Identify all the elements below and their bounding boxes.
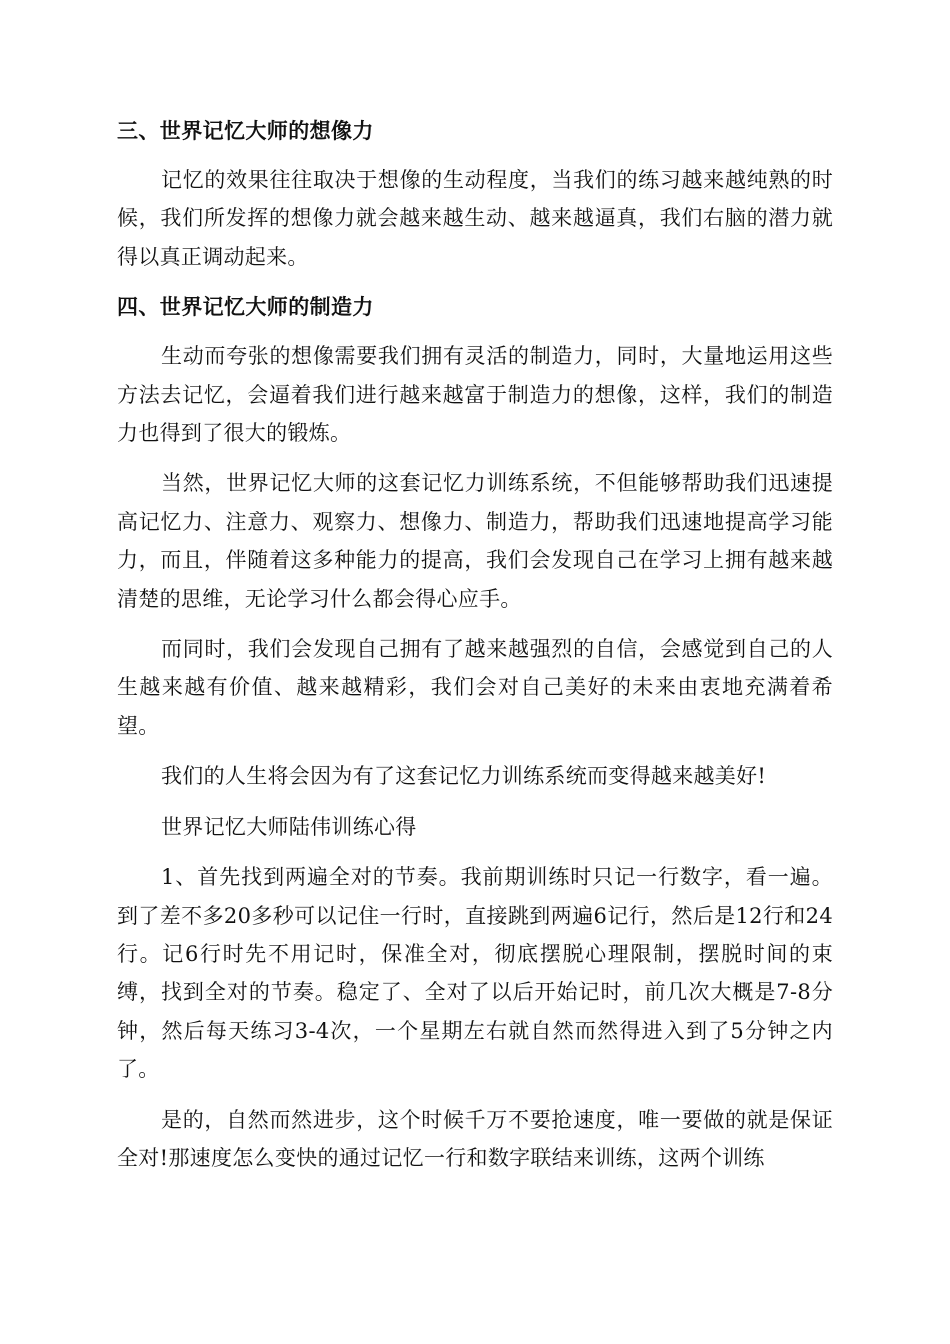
document-body — [117, 112, 833, 1189]
paragraph-better-life: 我们的人生将会因为有了这套记忆力训练系统而变得越来越美好! — [161, 764, 767, 789]
paragraph-confidence: 而同时，我们会发现自己拥有了越来越强烈的自信，会感觉到自己的人生越来越有价值、越来越精彩，我们会对自己美好的未来由衷地充满着希望。 — [117, 637, 833, 738]
paragraph-accuracy-first: 是的，自然而然进步，这个时候千万不要抢速度，唯一要做的就是保证全对!那速度怎么变快的通过记忆一行和数字联结来训练，这两个训练 — [117, 1107, 833, 1170]
paragraph-creativity: 生动而夸张的想像需要我们拥有灵活的制造力，同时，大量地运用这些方法去记忆，会逼着我们进行越来越富于制造力的想像，这样，我们的制造力也得到了很大的锻炼。 — [117, 344, 833, 446]
paragraph-training-step-1: 1、首先找到两遍全对的节奏。我前期训练时只记一行数字，看一遍。到了差不多20多秒可以记住一行时，直接跳到两遍6记行，然后是12行和24行。记6行时先不用记时，保准全对，彻底摆脱心理限制，摆脱时间的束缚，找到全对的节奏。稳定了、全对了以后开始记时，前几次大概是7-8分钟，然后每天练习3-4次，一个星期左右就自然而然得进入到了5分钟之内了。 — [117, 865, 833, 1082]
section-heading-imagination: 三、世界记忆大师的想像力 — [117, 119, 374, 143]
paragraph-imagination: 记忆的效果往往取决于想像的生动程度，当我们的练习越来越纯熟的时候，我们所发挥的想像力就会越来越生动、越来越逼真，我们右脑的潜力就得以真正调动起来。 — [117, 168, 833, 269]
section-heading-creativity: 四、世界记忆大师的制造力 — [117, 295, 374, 320]
paragraph-training-notes-title: 世界记忆大师陆伟训练心得 — [161, 814, 417, 839]
paragraph-training-system: 当然，世界记忆大师的这套记忆力训练系统，不但能够帮助我们迅速提高记忆力、注意力、观察力、想像力、制造力，帮助我们迅速地提高学习能力，而且，伴随着这多种能力的提高，我们会发现自己在学习上拥有越来越清楚的思维，无论学习什么都会得心应手。 — [117, 471, 833, 611]
